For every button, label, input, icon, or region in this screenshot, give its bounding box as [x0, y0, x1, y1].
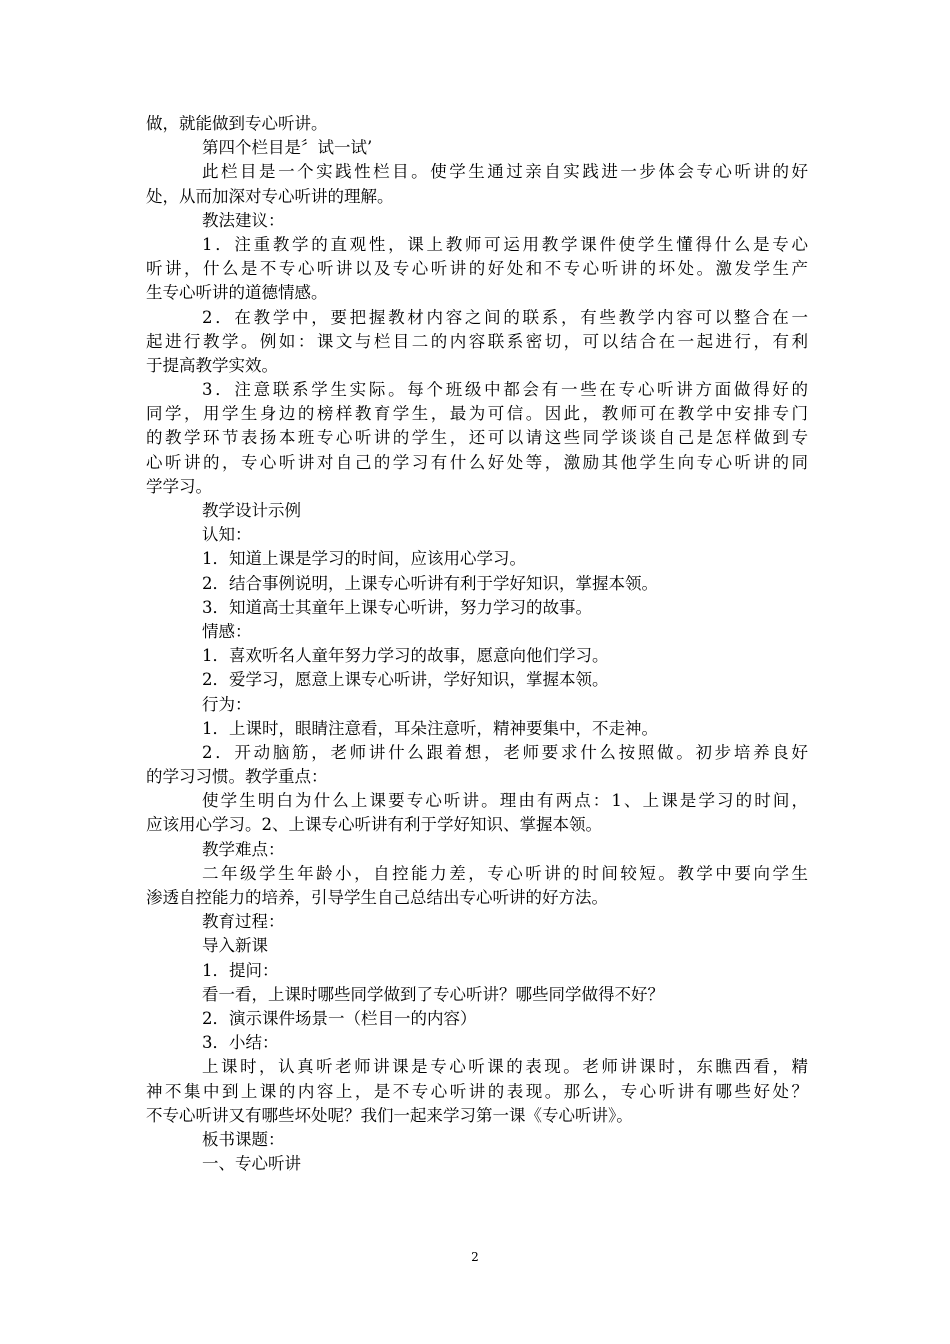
text-line: 听讲，什么是不专心听讲以及专心听讲的好处和不专心听讲的坏处。激发学生产 — [146, 259, 808, 279]
text-line: 3．小结： — [202, 1033, 279, 1053]
text-line: 不专心听讲又有哪些坏处呢？我们一起来学习第一课《专心听讲》。 — [146, 1105, 633, 1125]
text-line: 2．在教学中，要把握教材内容之间的联系，有些教学内容可以整合在一 — [202, 307, 808, 327]
text-line: 认知： — [202, 525, 252, 545]
text-line: 1．知道上课是学习的时间，应该用心学习。 — [202, 549, 526, 569]
text-line: 使学生明白为什么上课要专心听讲。理由有两点：1、上课是学习的时间， — [202, 791, 808, 811]
text-line: 情感： — [202, 621, 252, 641]
text-line: 做，就能做到专心听讲。 — [146, 114, 328, 133]
text-line: 教法建议： — [202, 210, 285, 230]
text-line: 3．注意联系学生实际。每个班级中都会有一些在专心听讲方面做得好的 — [202, 380, 808, 400]
text-line: 起进行教学。例如：课文与栏目二的内容联系密切，可以结合在一起进行，有利 — [146, 331, 808, 351]
text-line: 行为： — [202, 694, 252, 714]
text-line: 此栏目是一个实践性栏目。使学生通过亲自实践进一步体会专心听讲的好 — [202, 162, 808, 182]
text-line: 2．开动脑筋，老师讲什么跟着想，老师要求什么按照做。初步培养良好 — [202, 742, 808, 762]
text-line: 于提高教学实效。 — [146, 355, 278, 375]
text-line: 处，从而加深对专心听讲的理解。 — [146, 186, 394, 206]
text-line: 同学，用学生身边的榜样教育学生，最为可信。因此，教师可在教学中安排专门 — [146, 404, 808, 424]
text-line: 1．上课时，眼睛注意看，耳朵注意听，精神要集中，不走神。 — [202, 718, 658, 738]
text-line: 一、专心听讲 — [202, 1154, 301, 1174]
text-line: 生专心听讲的道德情感。 — [146, 283, 328, 303]
text-line: 教学难点： — [202, 839, 285, 859]
text-line: 二年级学生年龄小，自控能力差，专心听讲的时间较短。教学中要向学生 — [202, 863, 808, 883]
page-number: 2 — [471, 1250, 479, 1264]
text-line: 教学设计示例 — [202, 501, 301, 520]
document-body — [146, 112, 808, 1176]
text-line: 看一看，上课时哪些同学做到了专心听讲？哪些同学做得不好？ — [202, 984, 664, 1004]
text-line: 应该用心学习。2、上课专心听讲有利于学好知识、掌握本领。 — [146, 815, 602, 835]
text-line: 教育过程： — [202, 912, 285, 932]
text-line: 2．演示课件场景一（栏目一的内容） — [202, 1008, 477, 1028]
text-line: 1．提问： — [202, 960, 279, 980]
text-line: 的学习习惯。教学重点： — [146, 767, 328, 787]
text-line: 3．知道高士其童年上课专心听讲，努力学习的故事。 — [202, 597, 592, 617]
text-line: 2．结合事例说明，上课专心听讲有利于学好知识，掌握本领。 — [202, 573, 658, 593]
text-line: 心听讲的，专心听讲对自己的学习有什么好处等，激励其他学生向专心听讲的同 — [146, 452, 808, 472]
text-line: 板书课题： — [202, 1129, 285, 1149]
text-line: 上课时，认真听老师讲课是专心听课的表现。老师讲课时，东瞧西看，精 — [202, 1057, 808, 1077]
text-line: 2．爱学习，愿意上课专心听讲，学好知识，掌握本领。 — [202, 670, 609, 690]
text-line: 的教学环节表扬本班专心听讲的学生，还可以请这些同学谈谈自己是怎样做到专 — [146, 428, 808, 448]
text-line: 导入新课 — [202, 936, 268, 956]
text-line: 1．注重教学的直观性，课上教师可运用教学课件使学生懂得什么是专心 — [202, 234, 808, 254]
text-line: 第四个栏目是〞试一试’ — [202, 138, 373, 158]
text-line: 神不集中到上课的内容上，是不专心听讲的表现。那么，专心听讲有哪些好处？ — [146, 1081, 808, 1101]
text-line: 1．喜欢听名人童年努力学习的故事，愿意向他们学习。 — [202, 646, 609, 666]
text-line: 学学习。 — [146, 476, 212, 496]
text-line: 渗透自控能力的培养，引导学生自己总结出专心听讲的好方法。 — [146, 888, 608, 907]
